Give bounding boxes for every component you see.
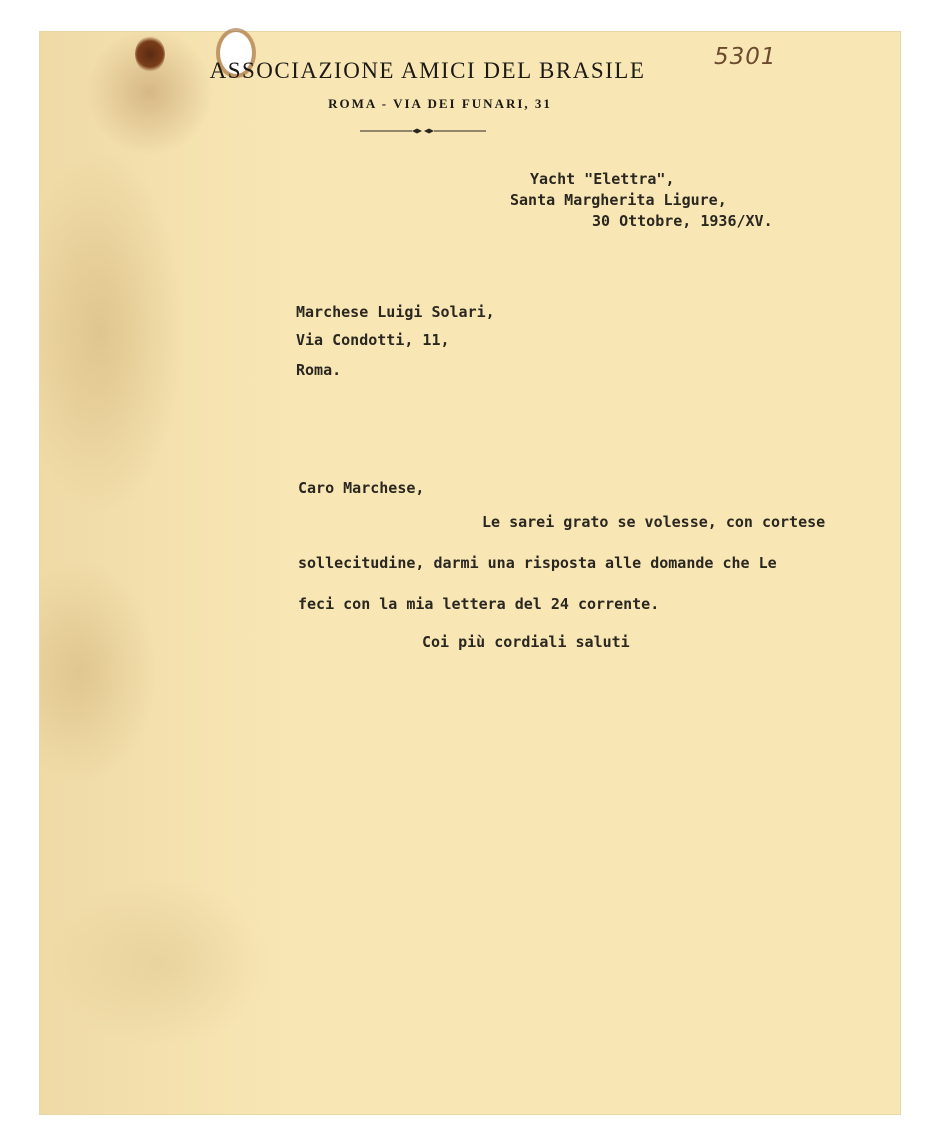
body-line: Le sarei grato se volesse, con cortese: [482, 513, 826, 531]
letterhead-organization: ASSOCIAZIONE AMICI DEL BRASILE: [209, 58, 646, 83]
salutation: Caro Marchese,: [298, 479, 425, 497]
recipient-street: Via Condotti, 11,: [296, 331, 450, 349]
letterhead-address: ROMA - VIA DEI FUNARI, 31: [328, 96, 552, 111]
place-line-town: Santa Margherita Ligure,: [510, 191, 727, 209]
recipient-name: Marchese Luigi Solari,: [296, 303, 495, 321]
date-line: 30 Ottobre, 1936/XV.: [592, 212, 773, 230]
place-line-yacht: Yacht "Elettra",: [530, 170, 675, 188]
ornament-divider: [360, 128, 486, 134]
recipient-city: Roma.: [296, 361, 342, 379]
letter-sheet: [40, 32, 900, 1114]
body-line: feci con la mia lettera del 24 corrente.: [298, 595, 660, 613]
archive-number: 5301: [714, 44, 777, 70]
closing: Coi più cordiali saluti: [422, 633, 630, 651]
body-line: sollecitudine, darmi una risposta alle domande che Le: [298, 554, 777, 572]
